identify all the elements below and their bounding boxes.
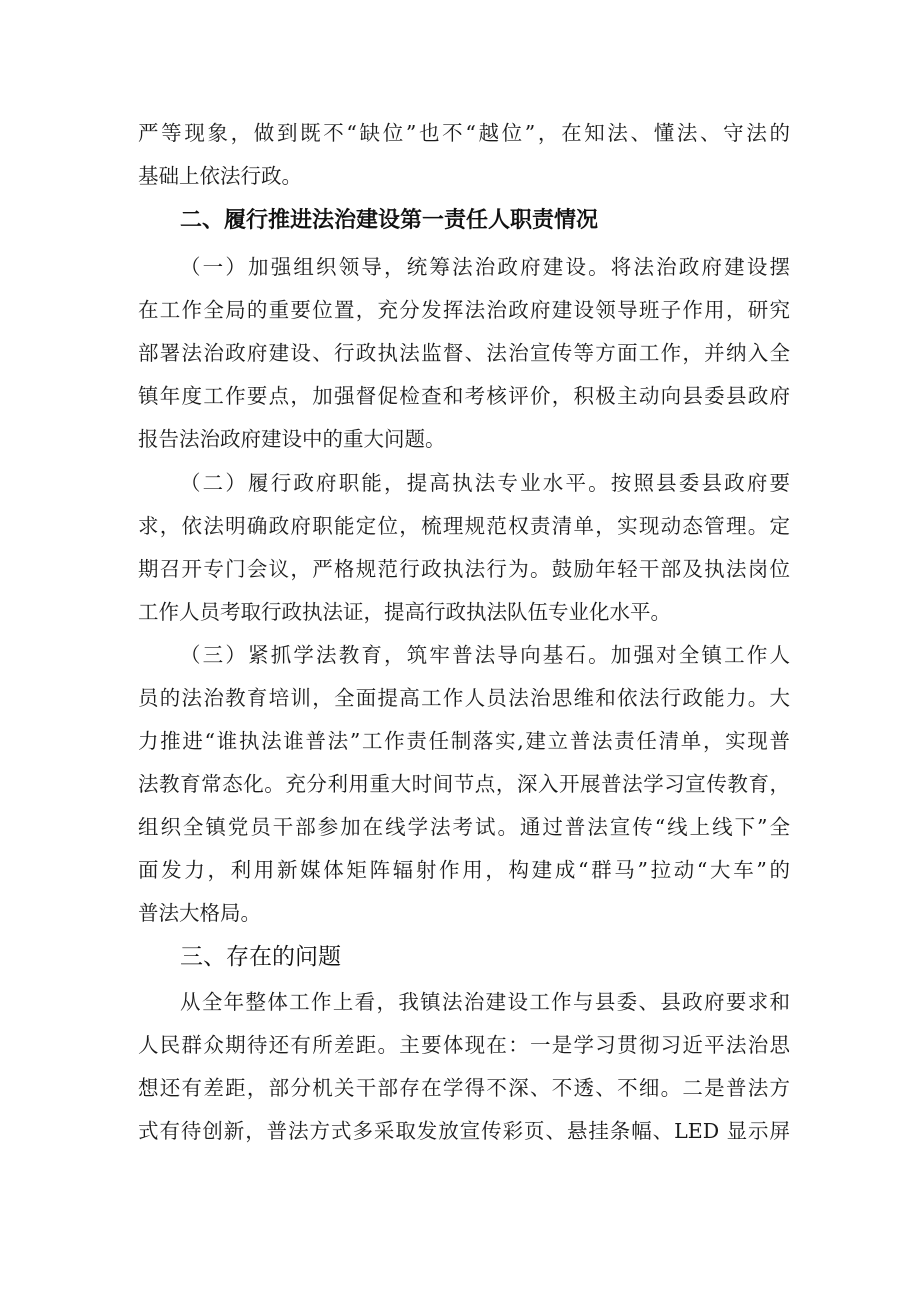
s2-p3-line-5: 组织全镇党员干部参加在线学法考试。通过普法宣传“线上线下”全 (138, 815, 790, 839)
s2-p3-line-1: （三）紧抓学法教育，筑牢普法导向基石。加强对全镇工作人 (180, 643, 790, 667)
s2-p2-line-1: （二）履行政府职能，提高执法专业水平。按照县委县政府要 (180, 471, 790, 495)
intro-line-2: 基础上依法行政。 (138, 164, 302, 188)
s2-p2-line-3: 期召开专门会议，严格规范行政执法行为。鼓励年轻干部及执法岗位 (138, 557, 790, 581)
s2-p3-line-4: 法教育常态化。充分利用重大时间节点，深入开展普法学习宣传教育， (138, 772, 790, 796)
s2-p3-line-6: 面发力，利用新媒体矩阵辐射作用，构建成“群马”拉动“大车”的 (138, 858, 790, 882)
s2-p1-line-4: 镇年度工作要点，加强督促检查和考核评价，积极主动向县委县政府 (138, 384, 790, 408)
s2-p1-line-1: （一）加强组织领导，统筹法治政府建设。将法治政府建设摆 (180, 255, 790, 279)
s2-p2-line-4: 工作人员考取行政执法证，提高行政执法队伍专业化水平。 (138, 600, 671, 624)
s3-p1-line-1: 从全年整体工作上看，我镇法治建设工作与县委、县政府要求和 (180, 990, 790, 1014)
s2-p3-line-3: 力推进“谁执法谁普法”工作责任制落实,建立普法责任清单，实现普 (138, 729, 790, 753)
section-3-heading: 三、存在的问题 (180, 944, 341, 970)
s3-p1-line-3: 想还有差距，部分机关干部存在学得不深、不透、不细。二是普法方 (138, 1076, 790, 1100)
s2-p1-line-3: 部署法治政府建设、行政执法监督、法治宣传等方面工作，并纳入全 (138, 341, 790, 365)
s2-p1-line-5: 报告法治政府建设中的重大问题。 (138, 427, 446, 451)
s3-p1-line-2: 人民群众期待还有所差距。主要体现在：一是学习贯彻习近平法治思 (138, 1033, 790, 1057)
s2-p1-line-2: 在工作全局的重要位置，充分发挥法治政府建设领导班子作用，研究 (138, 298, 790, 322)
s3-p1-line-4: 式有待创新，普法方式多采取发放宣传彩页、悬挂条幅、LED 显示屏 (138, 1119, 790, 1143)
intro-line-1: 严等现象，做到既不“缺位”也不“越位”，在知法、懂法、守法的 (138, 121, 790, 145)
s2-p2-line-2: 求，依法明确政府职能定位，梳理规范权责清单，实现动态管理。定 (138, 514, 790, 538)
section-2-heading: 二、履行推进法治建设第一责任人职责情况 (180, 208, 599, 233)
s2-p3-line-2: 员的法治教育培训，全面提高工作人员法治思维和依法行政能力。大 (138, 686, 790, 710)
s2-p3-line-7: 普法大格局。 (138, 901, 261, 925)
